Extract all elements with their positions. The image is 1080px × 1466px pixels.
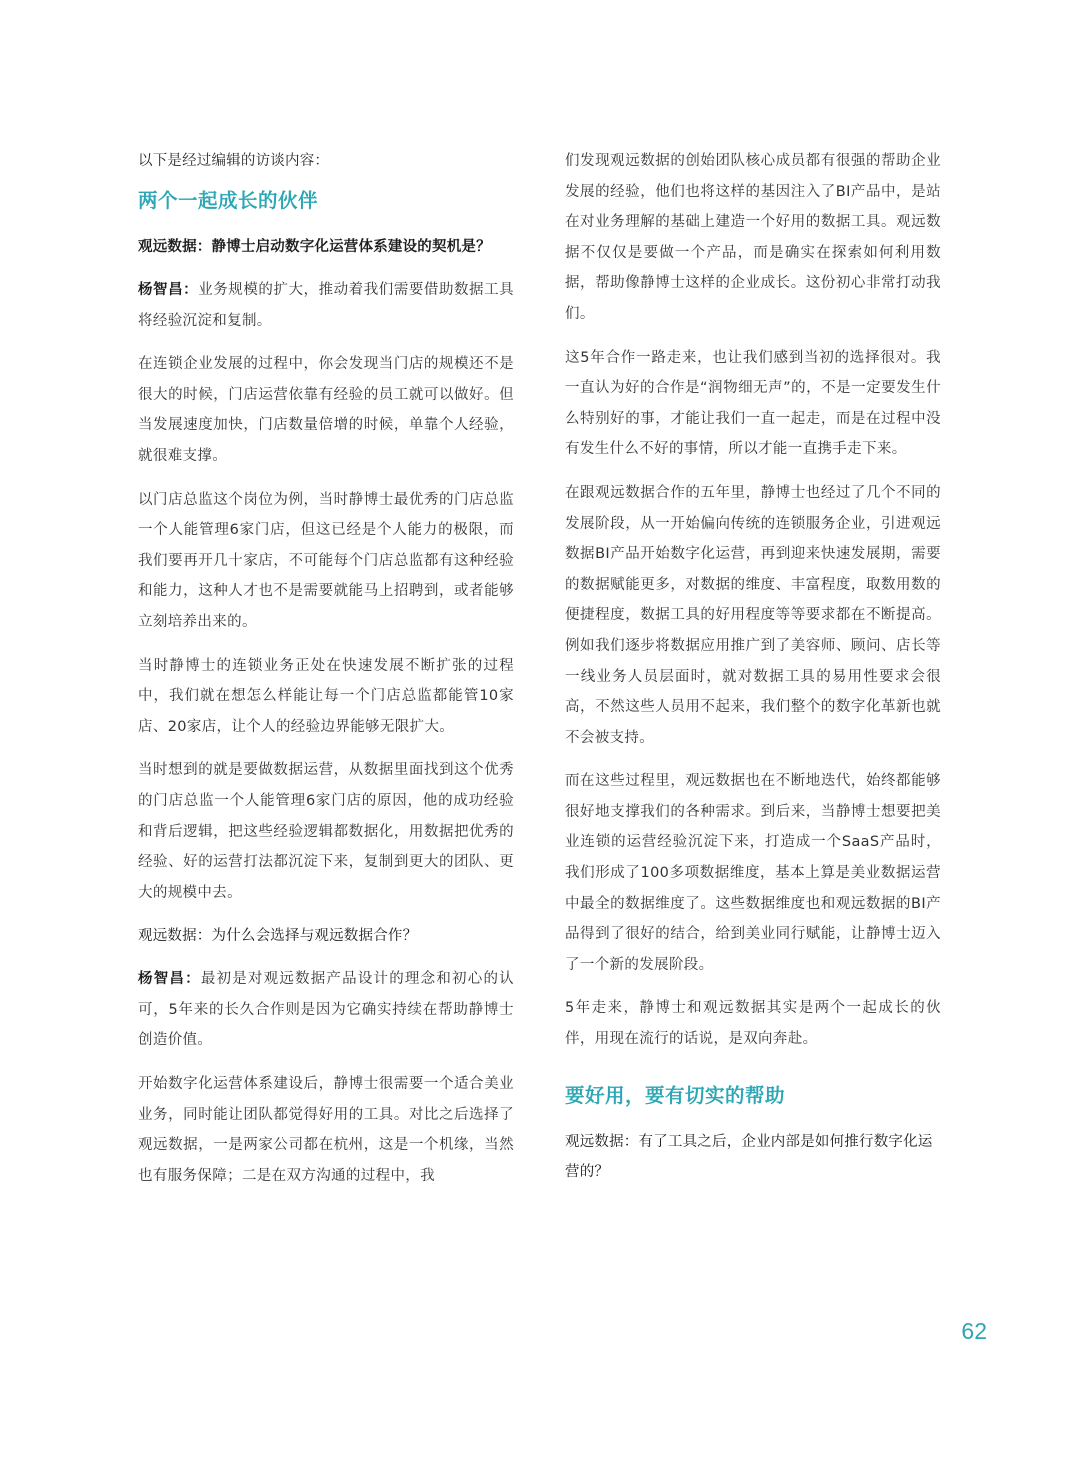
answer-1-speaker: 杨智昌： <box>138 282 199 298</box>
question-3-speaker: 观远数据： <box>565 1133 639 1150</box>
paragraph-choose-tool: 开始数字化运营体系建设后，静博士很需要一个适合美业业务，同时能让团队都觉得好用的工具。对比之后选择了观远数据，一是两家公司都在杭州，这是一个机缘，当然也有服务保障；二是在双方沟通的过程中，我 <box>138 1076 514 1184</box>
intro-text: 以下是经过编辑的访谈内容： <box>138 153 330 169</box>
page-number: 62 <box>961 1318 987 1344</box>
answer-2-speaker: 杨智昌： <box>138 971 201 988</box>
left-column <box>138 146 514 1204</box>
question-1-speaker: 观远数据： <box>138 239 212 255</box>
question-2-text: 为什么会选择与观远数据合作？ <box>211 928 418 945</box>
question-1-text: 静博士启动数字化运营体系建设的契机是？ <box>211 239 491 255</box>
question-2-speaker: 观远数据： <box>138 928 212 945</box>
paragraph-mutual-growth: 5年走来，静博士和观远数据其实是两个一起成长的伙伴，用现在流行的话说，是双向奔赴。 <box>565 1000 941 1048</box>
paragraph-iteration: 而在这些过程里，观远数据也在不断地迭代，始终都能够很好地支撑我们的各种需求。到后来，当静博士想要把美业连锁的运营经验沉淀下来，打造成一个SaaS产品时，我们形成了100多项数据维度，基本上算是美业数据运营中最全的数据维度了。这些数据维度也和观远数据的BI产品得到了很好的结合，给到美业同行赋能，让静博士迈入了一个新的发展阶段。 <box>565 773 941 973</box>
answer-2-text: 最初是对观远数据产品设计的理念和初心的认可，5年来的长久合作则是因为它确实持续在帮助静博士创造价值。 <box>138 971 514 1049</box>
section-heading-useful: 要好用，要有切实的帮助 <box>565 1083 786 1107</box>
answer-1-text: 业务规模的扩大，推动着我们需要借助数据工具将经验沉淀和复制。 <box>138 282 514 329</box>
question-3-text: 有了工具之后，企业内部是如何推行数字化运营的？ <box>565 1133 933 1180</box>
section-heading-partners: 两个一起成长的伙伴 <box>138 189 319 212</box>
paragraph-expansion: 当时静博士的连锁业务正处在快速发展不断扩张的过程中，我们就在想怎么样能让每一个门店总监都能管10家店、20家店，让个人的经验边界能够无限扩大。 <box>138 657 514 735</box>
question-1 <box>138 232 514 262</box>
question-2 <box>138 921 514 951</box>
question-3 <box>565 1127 941 1187</box>
right-column <box>565 146 941 1200</box>
answer-2 <box>138 964 514 1056</box>
paragraph-five-years: 这5年合作一路走来，也让我们感到当初的选择很对。我一直认为好的合作是“润物细无声”的，不是一定要发生什么特别好的事，才能让我们一直一起走，而是在过程中没有发生什么不好的事情，所以才能一直携手走下来。 <box>565 349 941 458</box>
paragraph-data-operation: 当时想到的就是要做数据运营，从数据里面找到这个优秀的门店总监一个人能管理6家门店的原因，他的成功经验和背后逻辑，把这些经验逻辑都数据化，用数据把优秀的经验、好的运营打法都沉淀下来，复制到更大的团队、更大的规模中去。 <box>138 762 514 901</box>
paragraph-store-director: 以门店总监这个岗位为例，当时静博士最优秀的门店总监一个人能管理6家门店，但这已经是个人能力的极限，而我们要再开几十家店，不可能每个门店总监都有这种经验和能力，这种人才也不是需要就能马上招聘到，或者能够立刻培养出来的。 <box>138 491 514 630</box>
paragraph-chain-growth: 在连锁企业发展的过程中，你会发现当门店的规模还不是很大的时候，门店运营依靠有经验的员工就可以做好。但当发展速度加快，门店数量倍增的时候，单靠个人经验，就很难支撑。 <box>138 356 514 464</box>
paragraph-founding-team: 们发现观远数据的创始团队核心成员都有很强的帮助企业发展的经验，他们也将这样的基因注入了BI产品中，是站在对业务理解的基础上建造一个好用的数据工具。观远数据不仅仅是要做一个产品，而是确实在探索如何利用数据，帮助像静博士这样的企业成长。这份初心非常打动我们。 <box>565 153 941 322</box>
paragraph-development-stages: 在跟观远数据合作的五年里，静博士也经过了几个不同的发展阶段，从一开始偏向传统的连锁服务企业，引进观远数据BI产品开始数字化运营，再到迎来快速发展期，需要的数据赋能更多，对数据的维度、丰富程度，取数用数的便捷程度，数据工具的好用程度等等要求都在不断提高。例如我们逐步将数据应用推广到了美容师、顾问、店长等一线业务人员层面时，就对数据工具的易用性要求会很高，不然这些人员用不起来，我们整个的数字化革新也就不会被支持。 <box>565 484 941 746</box>
answer-1 <box>138 275 514 336</box>
